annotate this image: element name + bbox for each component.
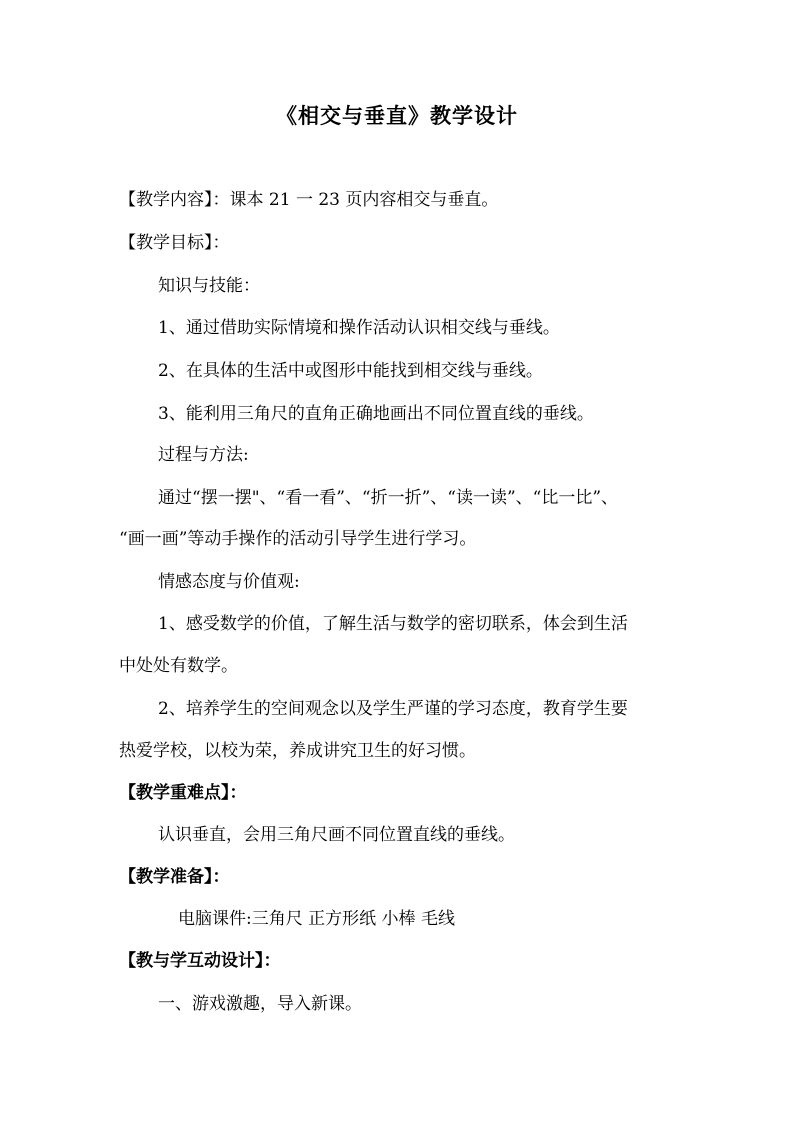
process-paragraph-line-2: “画一画”等动手操作的活动引导学生进行学习。 — [119, 529, 477, 549]
emotion-item-2-line-1: 2、培养学生的空间观念以及学生严谨的学习态度，教育学生要 — [158, 699, 628, 719]
emotion-item-1-line-2: 中处处有数学。 — [119, 656, 238, 676]
document-title: 《相交与垂直》教学设计 — [276, 103, 518, 128]
process-paragraph-line-1: 通过“摆一摆"、“看一看”、“折一折”、“读一读”、“比一比”、 — [158, 488, 619, 508]
teaching-preparation-heading: 【教学准备】： — [119, 867, 230, 887]
key-difficult-points-heading: 【教学重难点】： — [119, 783, 247, 803]
objective-item-1: 1、通过借助实际情境和操作活动认识相交线与垂线。 — [158, 318, 560, 338]
process-method-subheading: 过程与方法: — [158, 445, 249, 465]
teaching-preparation-text: 电脑课件:三角尺 正方形纸 小棒 毛线 — [178, 909, 455, 929]
emotion-item-2-line-2: 热爱学校，以校为荣，养成讲究卫生的好习惯。 — [119, 741, 476, 761]
teaching-objectives-heading: 【教学目标】： — [119, 233, 230, 253]
emotion-values-subheading: 情感态度与价值观: — [158, 572, 300, 592]
knowledge-skills-subheading: 知识与技能： — [158, 276, 260, 296]
emotion-item-1-line-1: 1、感受数学的价值，了解生活与数学的密切联系，体会到生活 — [158, 614, 628, 634]
key-difficult-points-text: 认识垂直，会用三角尺画不同位置直线的垂线。 — [158, 825, 515, 845]
section-one-heading: 一、游戏激趣，导入新课。 — [158, 994, 362, 1014]
objective-item-3: 3、能利用三角尺的直角正确地画出不同位置直线的垂线。 — [158, 404, 594, 424]
teaching-content-line: 【教学内容】：课本 21 一 23 页内容相交与垂直。 — [119, 190, 499, 210]
objective-item-2: 2、在具体的生活中或图形中能找到相交线与垂线。 — [158, 361, 543, 381]
interactive-design-heading: 【教与学互动设计】： — [119, 951, 281, 971]
